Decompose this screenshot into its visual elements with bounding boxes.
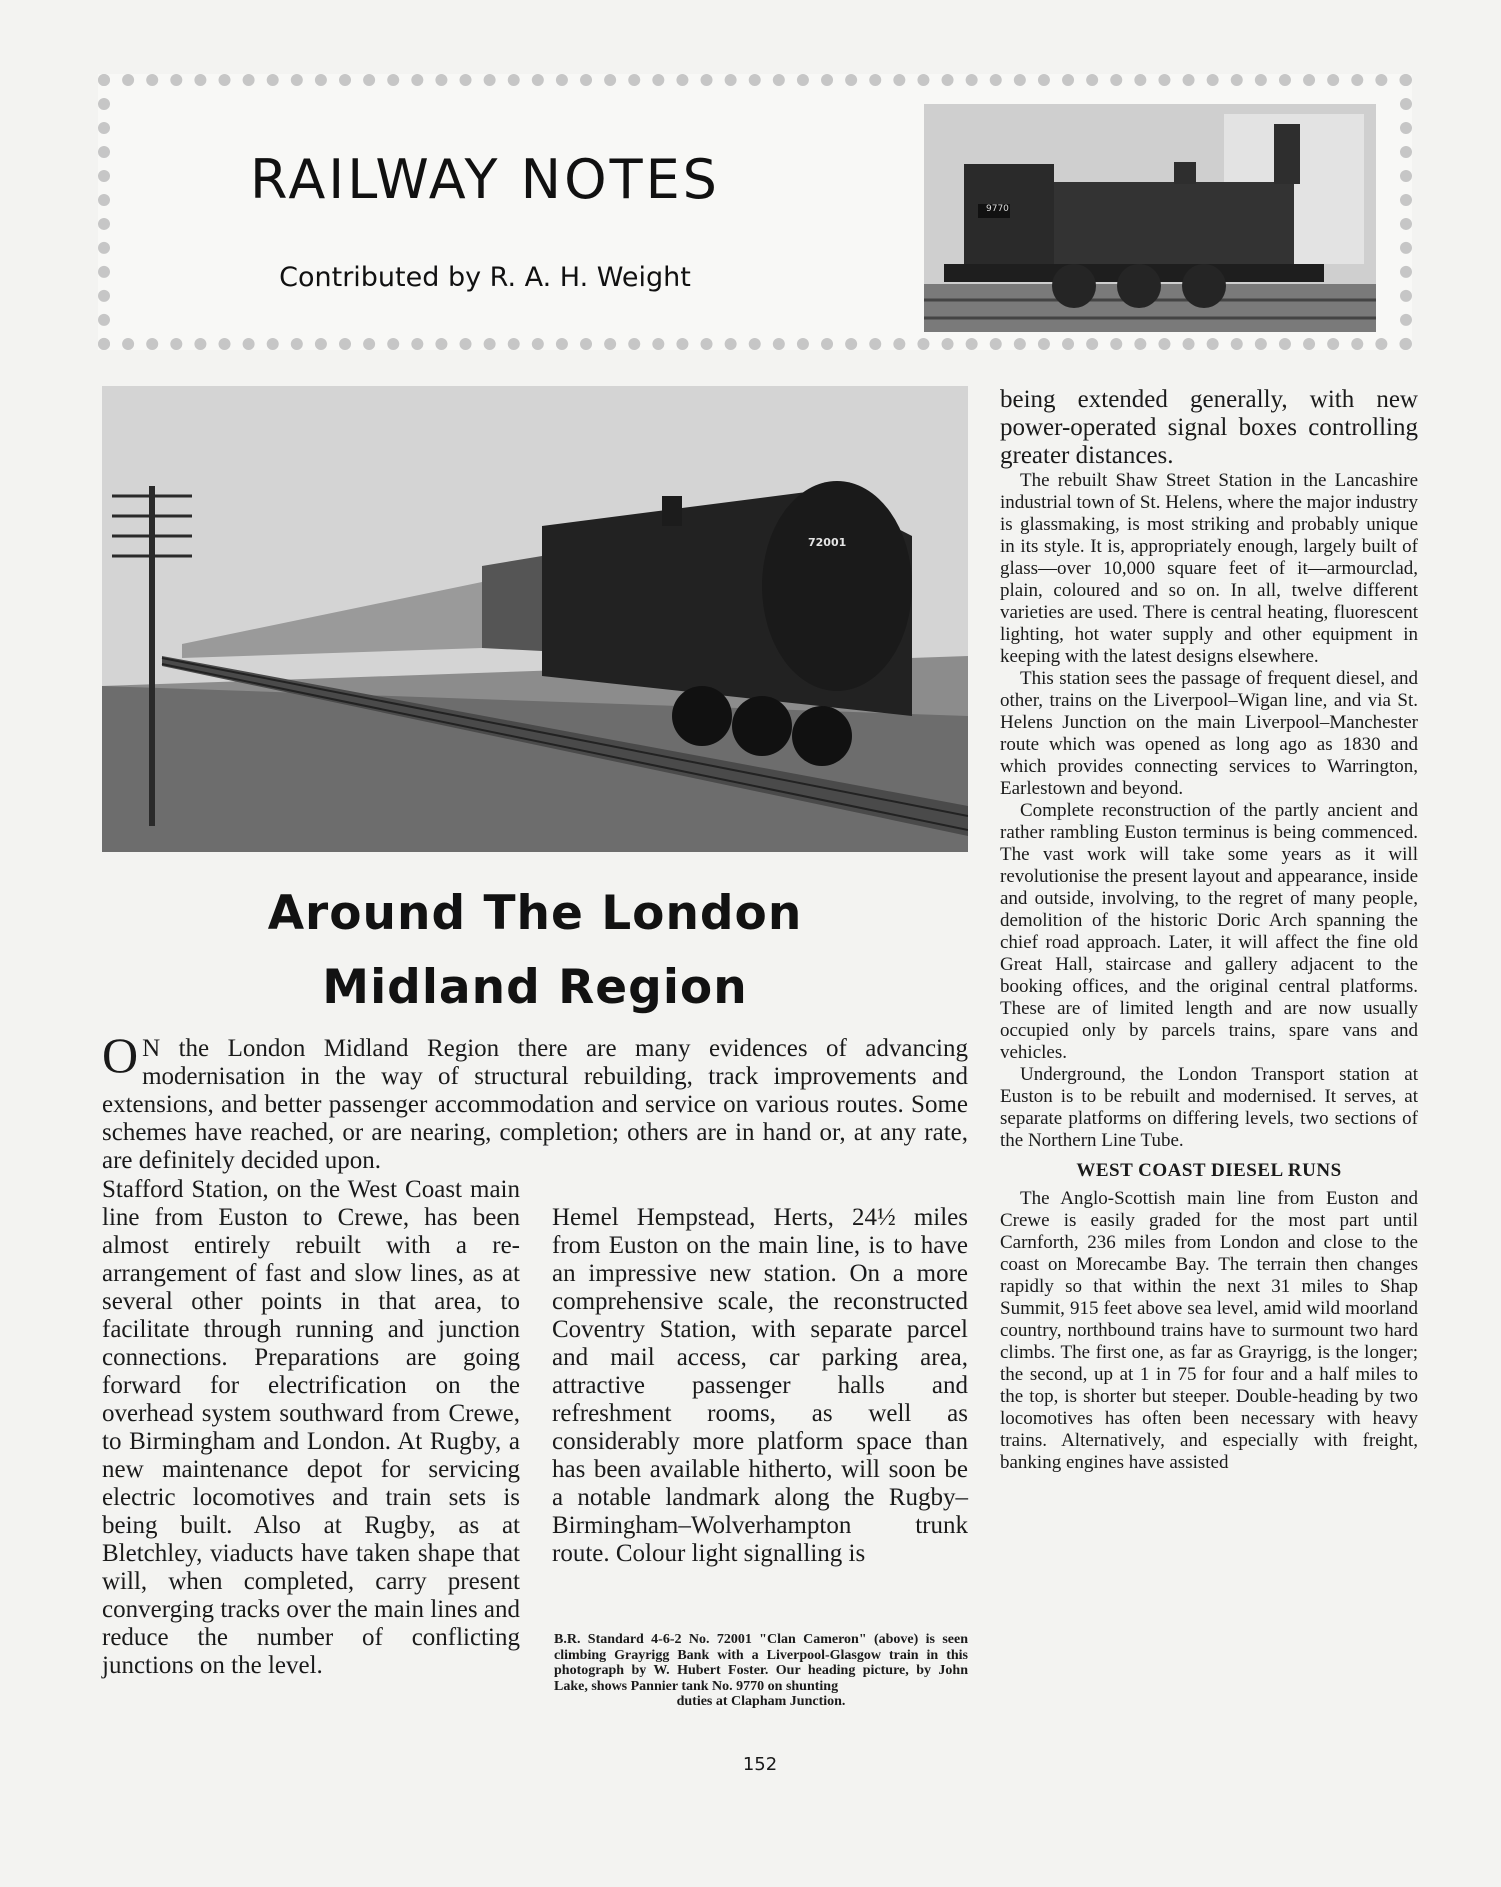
liverpool-wigan-paragraph: This station sees the passage of frequent diesel, and other, trains on the Liverpool–Wigan line, and via St. Helens Junction on the main Liverpool–Manchester route which was opened as long ago as 1830 and which provides connecting services to Warrington, Earlestown and beyond. — [1000, 668, 1418, 799]
pannier-tank-photo — [924, 104, 1376, 332]
body-column-3 — [1000, 386, 1418, 1474]
contributor-line: Contributed by R. A. H. Weight — [279, 262, 691, 293]
section-subheading: WEST COAST DIESEL RUNS — [1076, 1160, 1342, 1181]
heading-line-2: Midland Region — [322, 960, 748, 1015]
body-column-2: Hemel Hempstead, Herts, 24½ miles from Euston on the main line, is to have an impressive new station. On a more comprehensive scale, the reconstructed Coventry Station, with separate parcel and mail access, car parking area, attractive passenger halls and refreshment rooms, as well as considerably more platform space than has been available hitherto, will soon be a notable landmark along the Rugby–Birmingham–Wolverhampton trunk route. Colour light signalling is — [552, 1204, 968, 1567]
page-number: 152 — [742, 1754, 778, 1775]
column-3-lead: being extended generally, with new power-operated signal boxes controlling greater distances. — [1000, 386, 1418, 469]
underground-paragraph: Underground, the London Transport station at Euston is to be rebuilt and modernised. It serves, at separate platforms on differing levels, two sections of the Northern Line Tube. — [1000, 1064, 1418, 1151]
intro-paragraph: ON the London Midland Region there are many evidences of advancing modernisation in the way of structural rebuilding, track improvements and extensions, and better passenger accommodation and service on various routes. Some schemes have reached, or are nearing, completion; others are in hand or, at any rate, are definitely decided upon. — [102, 1027, 968, 1174]
clan-cameron-photo — [102, 386, 968, 852]
photo-caption — [554, 1632, 968, 1710]
caption-text: B.R. Standard 4-6-2 No. 72001 "Clan Cameron" (above) is seen climbing Grayrigg Bank with a Liverpool-Glasgow train in this photograph by W. Hubert Foster. Our heading picture, by John Lake, shows Pannier tank No. 9770 on shunting — [554, 1632, 968, 1694]
loco-number-plate: 9770 — [986, 204, 1009, 214]
euston-paragraph: Complete reconstruction of the partly ancient and rather rambling Euston terminus is being commenced. The vast work will take some years as it will revolutionise the present layout and appearance, inside and outside, involving, to the regret of many people, demolition of the historic Doric Arch spanning the chief road approach. Later, it will affect the fine old Great Hall, staircase and gallery adjacent to the booking offices, and the original central platforms. These are of limited length and are now usually occupied only by parcels trains, spare vans and vehicles. — [1000, 800, 1418, 1063]
smokebox-number: 72001 — [808, 536, 847, 549]
header-banner — [98, 74, 1412, 350]
heading-line-1: Around The London — [267, 886, 803, 941]
article-heading — [102, 877, 968, 1025]
body-column-1: Stafford Station, on the West Coast main line from Euston to Crewe, has been almost entirely rebuilt with a re-arrangement of fast and slow lines, as at several other points in that area, to facilitate through running and junction connections. Preparations are going forward for electrification on the overhead system southward from Crewe, to Birmingham and London. At Rugby, a new maintenance depot for servicing electric locomotives and train sets is being built. Also at Rugby, as at Bletchley, viaducts have taken shape that will, when completed, carry present converging tracks over the main lines and reduce the number of conflicting junctions on the level. — [102, 1176, 520, 1679]
diesel-runs-paragraph: The Anglo-Scottish main line from Euston and Crewe is easily graded for the most part until Carnforth, 236 miles from London and close to the coast on Morecambe Bay. The terrain then changes rapidly so that within the next 31 miles to Shap Summit, 915 feet above sea level, amid wild moorland country, northbound trains have to surmount two hard climbs. The first one, as far as Grayrigg, is the longer; the second, up at 1 in 75 for four and a half miles to the top, is shorter but steeper. Double-heading by two locomotives has often been necessary with heavy trains. Alternatively, and especially with freight, banking engines have assisted — [1000, 1188, 1418, 1473]
caption-text-end: duties at Clapham Junction. — [676, 1694, 846, 1709]
page-title: RAILWAY NOTES — [250, 148, 720, 211]
shaw-street-paragraph: The rebuilt Shaw Street Station in the Lancashire industrial town of St. Helens, where the major industry is glassmaking, is most striking and probably unique in its style. It is, appropriately enough, largely built of glass—over 10,000 square feet of it—armourclad, plain, coloured and so on. In all, twelve different varieties are used. There is central heating, fluorescent lighting, hot water supply and other equipment in keeping with the latest designs elsewhere. — [1000, 470, 1418, 667]
